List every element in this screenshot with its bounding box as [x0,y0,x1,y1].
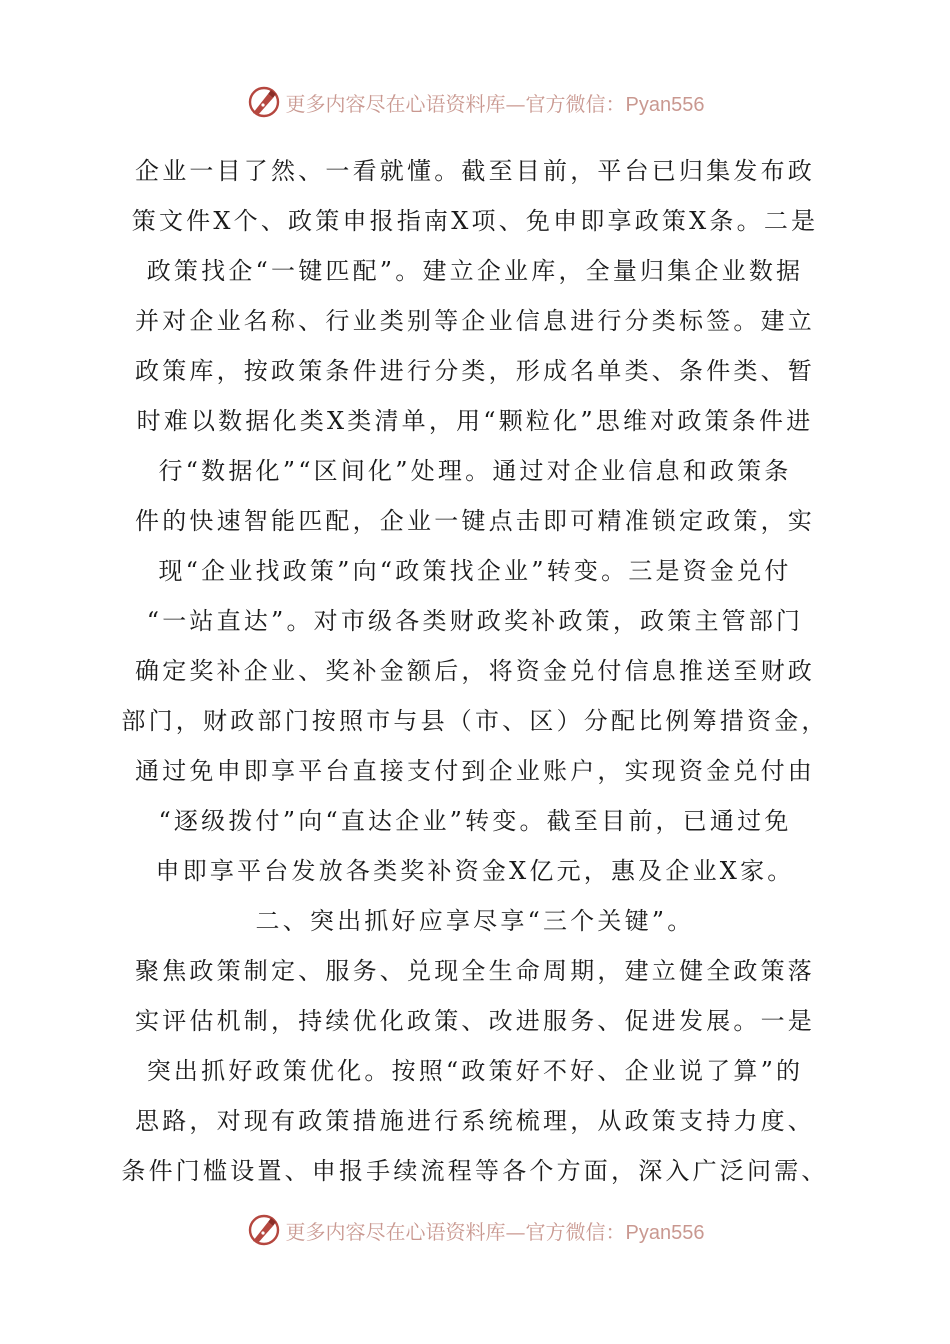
watermark-text: 更多内容尽在心语资料库—官方微信：Pyan556 [285,1219,705,1244]
paragraph-line: 申即享平台发放各类奖补资金X亿元，惠及企业X家。 [155,857,795,885]
paragraph-line: 政策找企“一键匹配”。建立企业库，全量归集企业数据 [146,257,804,285]
paragraph-line: 政策库，按政策条件进行分类，形成名单类、条件类、暂 [135,357,815,385]
paragraph-line: 条件门槛设置、申报手续流程等各个方面，深入广泛问需、 [121,1157,829,1185]
paragraph-line: 现“企业找政策”向“政策找企业”转变。三是资金兑付 [158,557,792,585]
paragraph-line: 行“数据化”“区间化”处理。通过对企业信息和政策条 [158,457,792,485]
watermark-banner-top [0,78,950,126]
section-heading: 二、突出抓好应享尽享“三个关键”。 [255,907,695,935]
paragraph-line: “一站直达”。对市级各类财政奖补政策，政策主管部门 [146,607,804,635]
pen-nib-circle-icon [246,84,282,120]
paragraph-line: 件的快速智能匹配，企业一键点击即可精准锁定政策，实 [135,507,815,535]
paragraph-line: 时难以数据化类X类清单，用“颗粒化”思维对政策条件进 [136,407,814,435]
paragraph-line: 思路，对现有政策措施进行系统梳理，从政策支持力度、 [135,1107,815,1135]
paragraph-line: 突出抓好政策优化。按照“政策好不好、企业说了算”的 [146,1057,804,1085]
paragraph-line: “逐级拨付”向“直达企业”转变。截至目前，已通过免 [158,807,792,835]
watermark-banner-bottom [0,1206,950,1254]
paragraph-line: 策文件X个、政策申报指南X项、免申即享政策X条。二是 [131,207,819,235]
pen-nib-circle-icon [246,1212,282,1248]
paragraph-line: 聚焦政策制定、服务、兑现全生命周期，建立健全政策落 [135,957,815,985]
paragraph-line: 实评估机制，持续优化政策、改进服务、促进发展。一是 [135,1007,815,1035]
paragraph-line: 并对企业名称、行业类别等企业信息进行分类标签。建立 [135,307,815,335]
paragraph-line: 企业一目了然、一看就懂。截至目前，平台已归集发布政 [135,157,815,185]
paragraph-line: 确定奖补企业、奖补金额后，将资金兑付信息推送至财政 [135,657,815,685]
paragraph-line: 部门，财政部门按照市与县（市、区）分配比例筹措资金， [121,707,829,735]
paragraph-line: 通过免申即享平台直接支付到企业账户，实现资金兑付由 [135,757,815,785]
watermark-text: 更多内容尽在心语资料库—官方微信：Pyan556 [285,91,705,116]
